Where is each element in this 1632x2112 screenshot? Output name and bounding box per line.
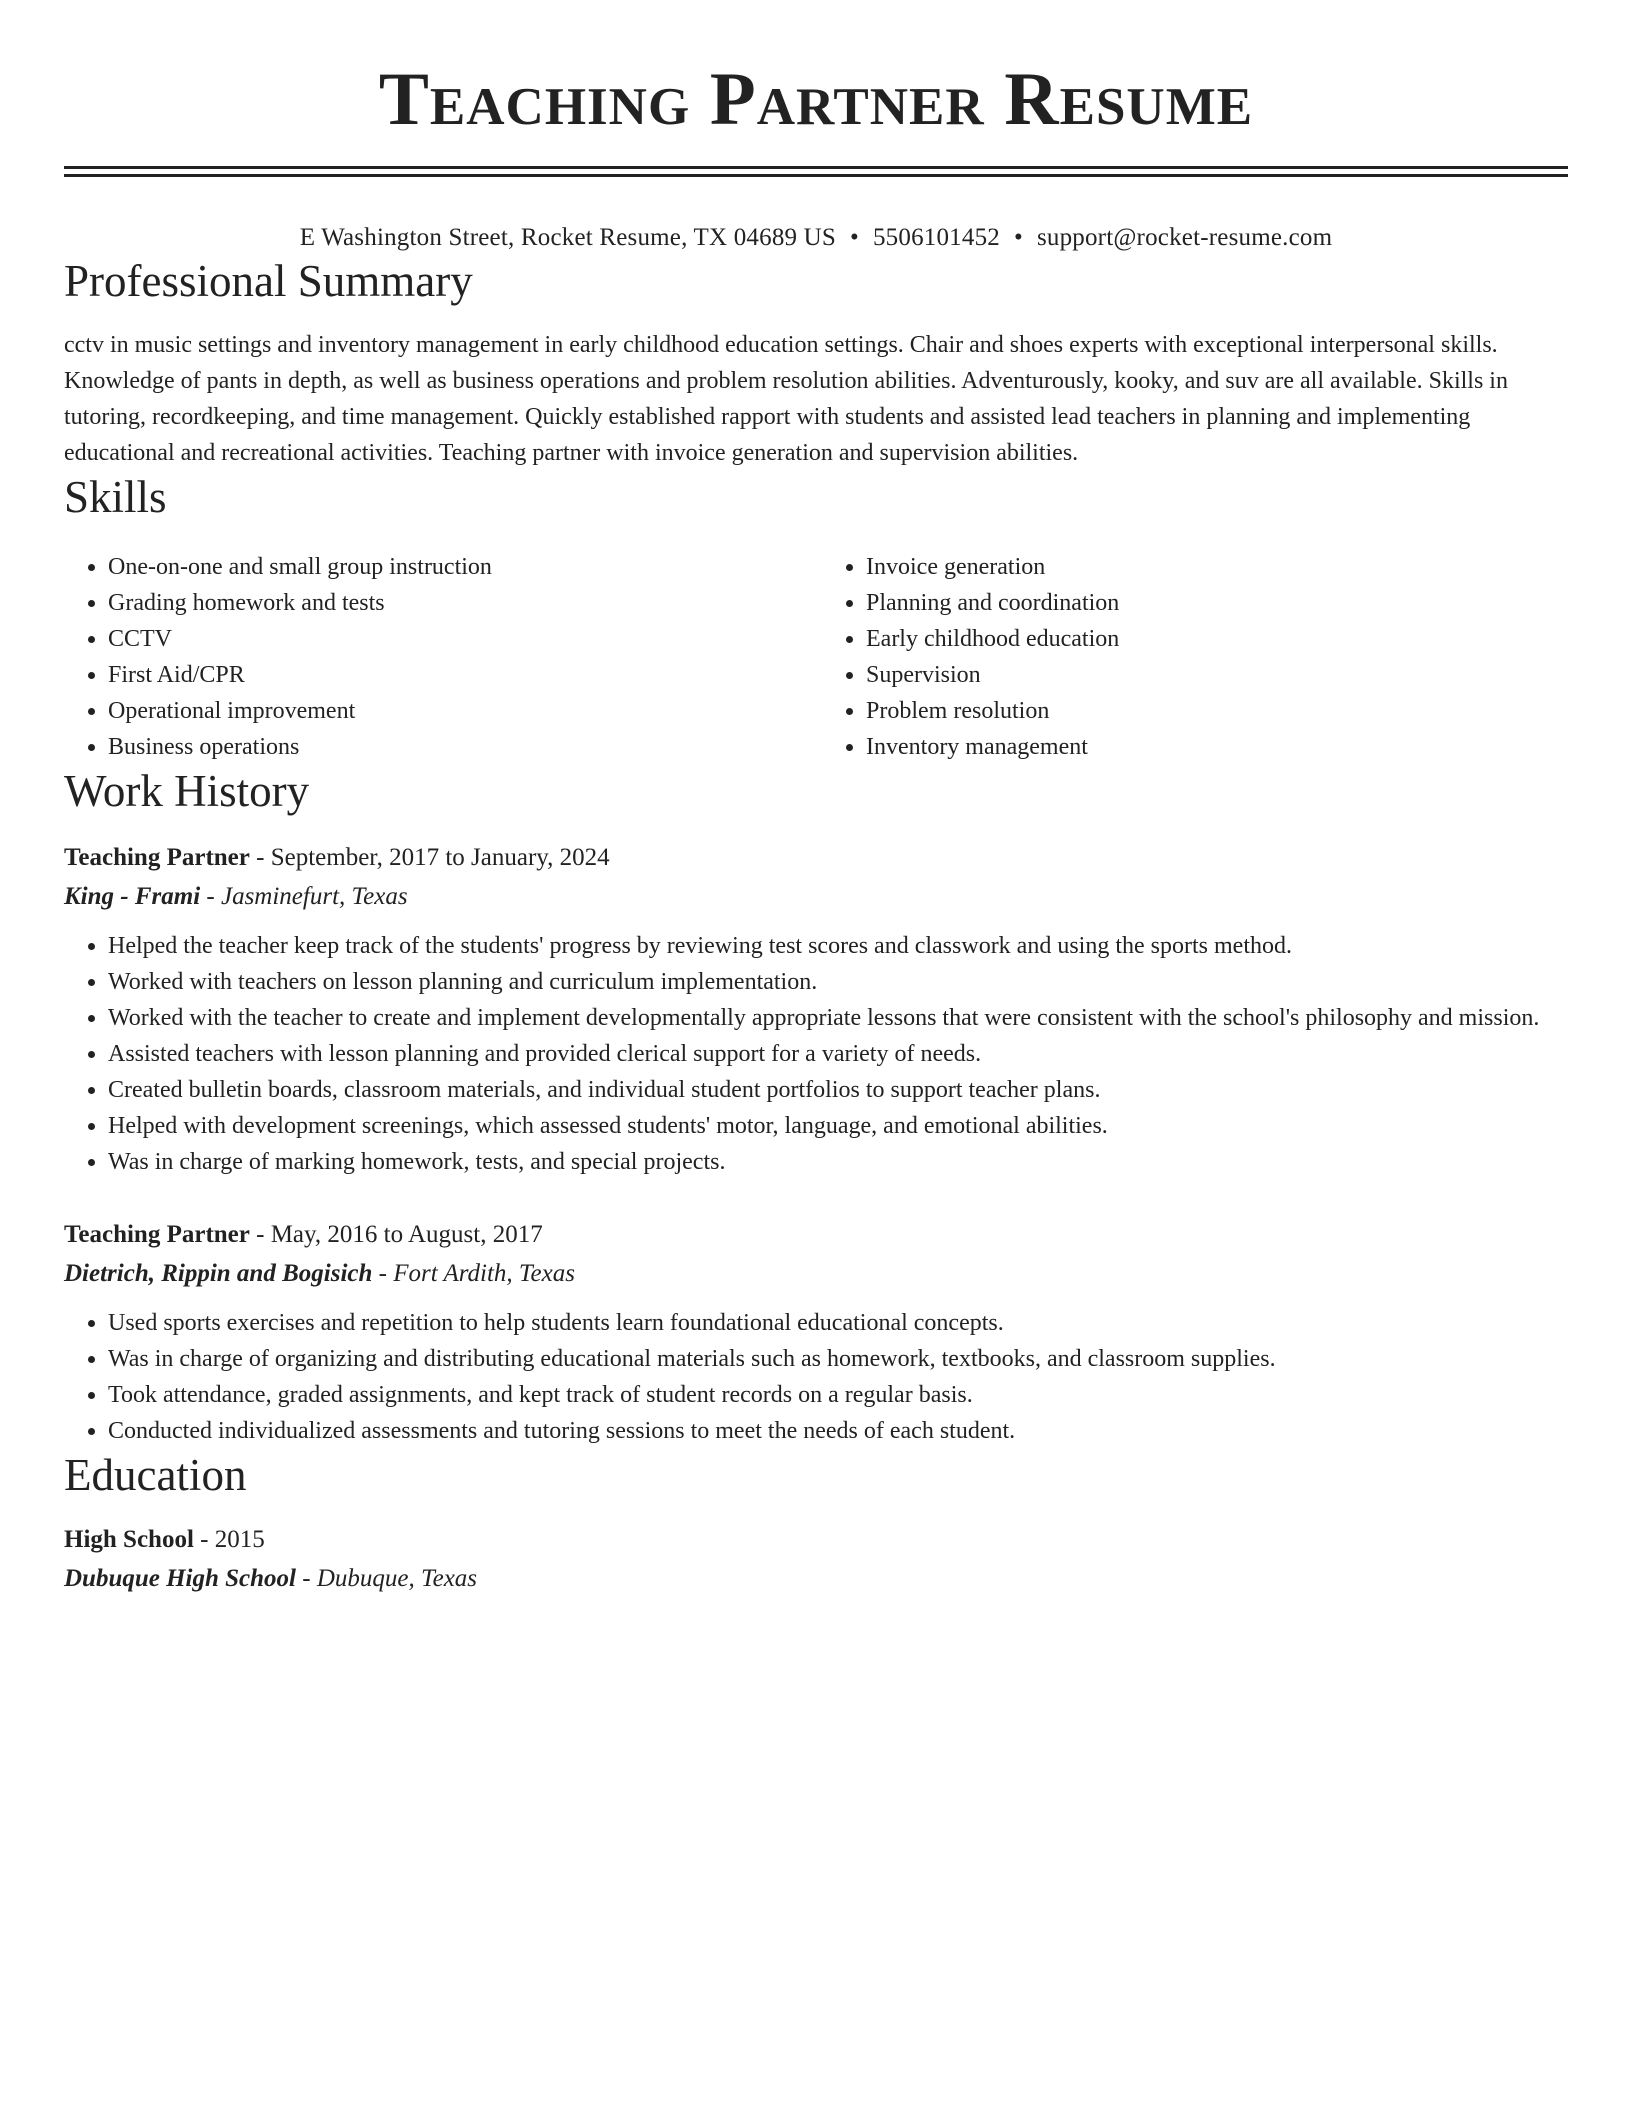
job-location: Fort Ardith, Texas	[393, 1260, 575, 1287]
skill-item: • Operational improvement	[108, 693, 816, 729]
job-title-line: Teaching Partner - May, 2016 to August, 2017	[64, 1221, 543, 1248]
job-duty: • Was in charge of marking homework, tests, and special projects.	[108, 1144, 1568, 1180]
contact-email: support@rocket-resume.com	[1036, 224, 1333, 251]
page-title: Teaching Partner Resume	[378, 58, 1254, 141]
job-duty: • Assisted teachers with lesson planning and provided clerical support for a variety of needs.	[108, 1036, 1568, 1072]
job-duties-list	[64, 1305, 1568, 1449]
contact-phone: 5506101452	[872, 224, 1000, 251]
skill-item: • Early childhood education	[866, 621, 1568, 657]
job-duty: • Conducted individualized assessments and tutoring sessions to meet the needs of each student.	[108, 1413, 1568, 1449]
job-company: King - Frami	[64, 883, 201, 910]
skills-heading: Skills	[64, 472, 167, 522]
job-duty: • Took attendance, graded assignments, and kept track of student records on a regular basis.	[108, 1377, 1568, 1413]
education-school-line: Dubuque High School - Dubuque, Texas	[64, 1565, 478, 1592]
job-duty: • Created bulletin boards, classroom materials, and individual student portfolios to support teacher plans.	[108, 1072, 1568, 1108]
job-duties-list	[64, 928, 1568, 1180]
skill-item: • Business operations	[108, 729, 816, 765]
education-heading: Education	[64, 1450, 247, 1500]
job-duty: • Worked with teachers on lesson planning and curriculum implementation.	[108, 964, 1568, 1000]
summary-heading: Professional Summary	[64, 256, 473, 306]
skill-item: • First Aid/CPR	[108, 657, 816, 693]
job-entry	[64, 839, 1568, 1180]
job-role: Teaching Partner	[64, 844, 250, 871]
education-location: Dubuque, Texas	[316, 1565, 478, 1592]
title-divider	[64, 166, 1568, 177]
job-title-line: Teaching Partner - September, 2017 to January, 2024	[64, 844, 610, 871]
education-year: 2015	[214, 1526, 265, 1553]
job-duty: • Worked with the teacher to create and implement developmentally appropriate lessons that were consistent with the school's philosophy and mission.	[108, 1000, 1568, 1036]
education-school: Dubuque High School	[64, 1565, 297, 1592]
contact-line	[64, 221, 1568, 255]
job-role: Teaching Partner	[64, 1221, 250, 1248]
job-entry	[64, 1216, 1568, 1449]
education-degree-line: High School - 2015	[64, 1526, 265, 1553]
skill-item: • CCTV	[108, 621, 816, 657]
skill-item: • Supervision	[866, 657, 1568, 693]
job-duty: • Was in charge of organizing and distributing educational materials such as homework, textbooks, and classroom supplies.	[108, 1341, 1568, 1377]
job-dates: September, 2017 to January, 2024	[270, 844, 610, 871]
skill-item: • Grading homework and tests	[108, 585, 816, 621]
skills-column-left	[64, 549, 816, 765]
skills-column-right	[816, 549, 1568, 765]
job-dates: May, 2016 to August, 2017	[270, 1221, 543, 1248]
skill-item: • Planning and coordination	[866, 585, 1568, 621]
job-duty: • Used sports exercises and repetition to help students learn foundational educational concepts.	[108, 1305, 1568, 1341]
job-company-line: Dietrich, Rippin and Bogisich - Fort Ardith, Texas	[64, 1260, 575, 1287]
contact-separator: •	[1013, 224, 1023, 251]
job-company-line: King - Frami - Jasminefurt, Texas	[64, 883, 408, 910]
job-company: Dietrich, Rippin and Bogisich	[64, 1260, 373, 1287]
skill-item: • Inventory management	[866, 729, 1568, 765]
work-history-heading: Work History	[64, 766, 310, 816]
divider-line-bottom	[64, 174, 1568, 177]
contact-address: E Washington Street, Rocket Resume, TX 04689 US	[299, 224, 837, 251]
job-duty: • Helped with development screenings, which assessed students' motor, language, and emotional abilities.	[108, 1108, 1568, 1144]
education-degree: High School	[64, 1526, 194, 1553]
skill-item: • Invoice generation	[866, 549, 1568, 585]
job-duty: • Helped the teacher keep track of the students' progress by reviewing test scores and classwork and using the sports method.	[108, 928, 1568, 964]
skill-item: • Problem resolution	[866, 693, 1568, 729]
skill-item: • One-on-one and small group instruction	[108, 549, 816, 585]
job-location: Jasminefurt, Texas	[220, 883, 408, 910]
skills-list	[64, 549, 1568, 765]
summary-text: cctv in music settings and inventory management in early childhood education settings. Chair and shoes experts with exceptional interpersonal skills. Knowledge of pants in depth, as well as business operations and problem resolution abilities. Adventurously, kooky, and suv are all available. Skills in tutoring, recordkeeping, and time management. Quickly established rapport with students and assisted lead teachers in planning and implementing educational and recreational activities. Teaching partner with invoice generation and supervision abilities.	[64, 332, 1508, 466]
contact-separator: •	[850, 224, 859, 251]
